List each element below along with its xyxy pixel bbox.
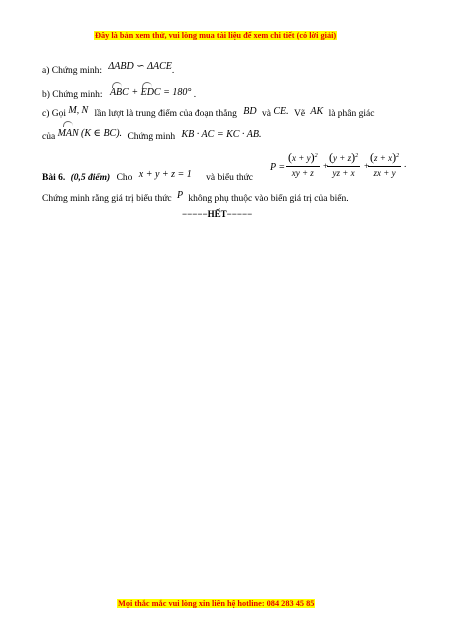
fraction-1-denominator: xy + z [291, 168, 314, 178]
bai6-and: và biểu thức [206, 173, 253, 183]
plus-2: + [364, 162, 370, 172]
segment-bd: BD [243, 106, 257, 117]
k-condition: (K ∈ BC). [81, 128, 123, 139]
p-end: . [404, 160, 407, 170]
part-c-mid: lần lượt là trung điểm của đoạn thẳng [94, 109, 237, 119]
angle-arc-abc [112, 82, 122, 88]
footer-hotline: Mọi thắc mắc vui lòng xin liên hệ hotline: 084 283 45 85 [118, 599, 315, 608]
word-va: và [261, 109, 271, 119]
word-ve: Vẽ [293, 109, 306, 119]
bai6-line2-p: P [176, 190, 184, 201]
part-c-end: là phân giác [328, 109, 375, 119]
part-b-end: . [193, 90, 197, 100]
bai6-title: Bài 6. [42, 173, 66, 183]
p-label: P = [270, 162, 286, 173]
part-c-line2-start: của [42, 132, 56, 142]
segment-ce: CE. [273, 106, 289, 117]
bai6-score: (0,5 điểm) [70, 173, 111, 183]
fraction-1: $\frac{(x + y)^2}{xy + z}$ [288, 150, 318, 178]
end-mark: −−−−−HẾT−−−−− [182, 209, 253, 219]
point-m: M [68, 105, 77, 116]
fraction-2: $\frac{(y + z)^2}{yz + x}$ [329, 150, 359, 178]
part-a-end: . [171, 66, 175, 76]
bai6-line2 [42, 190, 349, 204]
plus-1: + [323, 162, 329, 172]
point-n: N [81, 105, 89, 116]
segment-ak: AK [310, 106, 324, 117]
bai6-cho: Cho [116, 173, 133, 183]
part-b-label: b) Chứng minh: [42, 90, 103, 100]
fraction-3: $\frac{(z + x)^2}{zx + y}$ [370, 150, 400, 178]
comma: , [76, 106, 80, 116]
prove-label: Chứng minh [127, 132, 176, 142]
angle-arc-man [63, 121, 73, 127]
angle-arc-edc [142, 82, 152, 88]
part-a-label: a) Chứng minh: [42, 66, 103, 76]
part-c-line1 [42, 105, 375, 119]
bai6-line1 [42, 169, 253, 183]
header-banner: Đây là bản xem thử, vui lòng mua tài liệu để xem chi tiết (có lời giải) [95, 31, 337, 40]
fraction-2-denominator: yz + x [332, 168, 355, 178]
part-c-equation: KB · AC = KC · AB. [181, 129, 262, 140]
fraction-3-denominator: zx + y [373, 168, 396, 178]
part-a [42, 61, 175, 76]
fraction-1-numerator: x + y [292, 153, 311, 163]
bai6-line2-b: không phụ thuộc vào biến giá trị của biến. [188, 194, 349, 204]
fraction-3-numerator: z + x [374, 153, 393, 163]
bai6-line2-a: Chứng minh rằng giá trị biểu thức [42, 194, 172, 204]
part-b [42, 89, 196, 100]
part-c-line2 [42, 128, 262, 142]
part-a-math: ΔABD ∽ ΔACE [108, 61, 172, 72]
bai6-condition: x + y + z = 1 [138, 169, 192, 180]
part-c-start: c) Gọi [42, 109, 67, 119]
angle-man: MAN [57, 128, 79, 139]
fraction-2-numerator: y + z [333, 153, 352, 163]
part-b-math: ABC + EDC = 180° [109, 87, 192, 98]
